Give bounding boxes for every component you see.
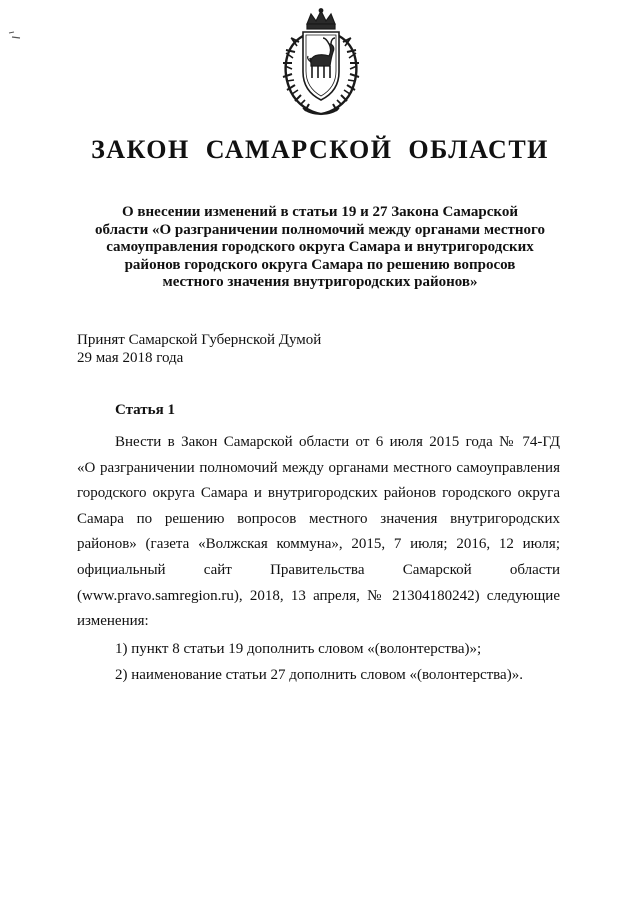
adopted-by: Принят Самарской Губернской Думой [77,332,322,348]
amendment-item-2: 2) наименование статьи 27 дополнить словом «(волонтерства)». [115,667,523,683]
law-subtitle [86,204,554,292]
amendment-item-1: 1) пункт 8 статьи 19 дополнить словом «(волонтерства)»; [115,641,482,657]
subtitle-line: О внесении изменений в статьи 19 и 27 Закона Самарской [121,204,519,220]
subtitle-line: области «О разграничении полномочий между органами местного [95,221,545,238]
coat-of-arms-emblem [273,8,369,120]
scan-mark [8,30,22,40]
article-line: «О разграничении полномочий между органами местного самоуправления [77,459,560,476]
article-line: Самара по решению вопросов местного значения внутригородских [77,510,560,527]
article-heading: Статья 1 [115,402,175,418]
law-title: ЗАКОН САМАРСКОЙ ОБЛАСТИ [91,135,549,164]
article-line: районов» (газета «Волжская коммуна», 2015, 7 июля; 2016, 12 июля; [77,536,560,553]
adopted-date: 29 мая 2018 года [77,350,184,366]
article-line: официальный сайт Правительства Самарской области [77,561,560,578]
subtitle-line: местного значения внутригородских районов» [162,274,478,290]
article-line: изменения: [77,613,149,630]
adoption-note [77,331,321,367]
article-body [77,430,560,635]
article-line: (www.pravo.samregion.ru), 2018, 13 апреля, № 21304180242) следующие [77,587,560,604]
subtitle-line: районов городского округа Самара по решению вопросов [124,256,516,273]
article-line: городского округа Самара и внутригородских районов городского округа [77,485,560,502]
subtitle-line: самоуправления городского округа Самара и внутригородских [106,239,534,255]
article-line: Внести в Закон Самарской области от 6 июля 2015 года № 74-ГД [115,434,560,450]
